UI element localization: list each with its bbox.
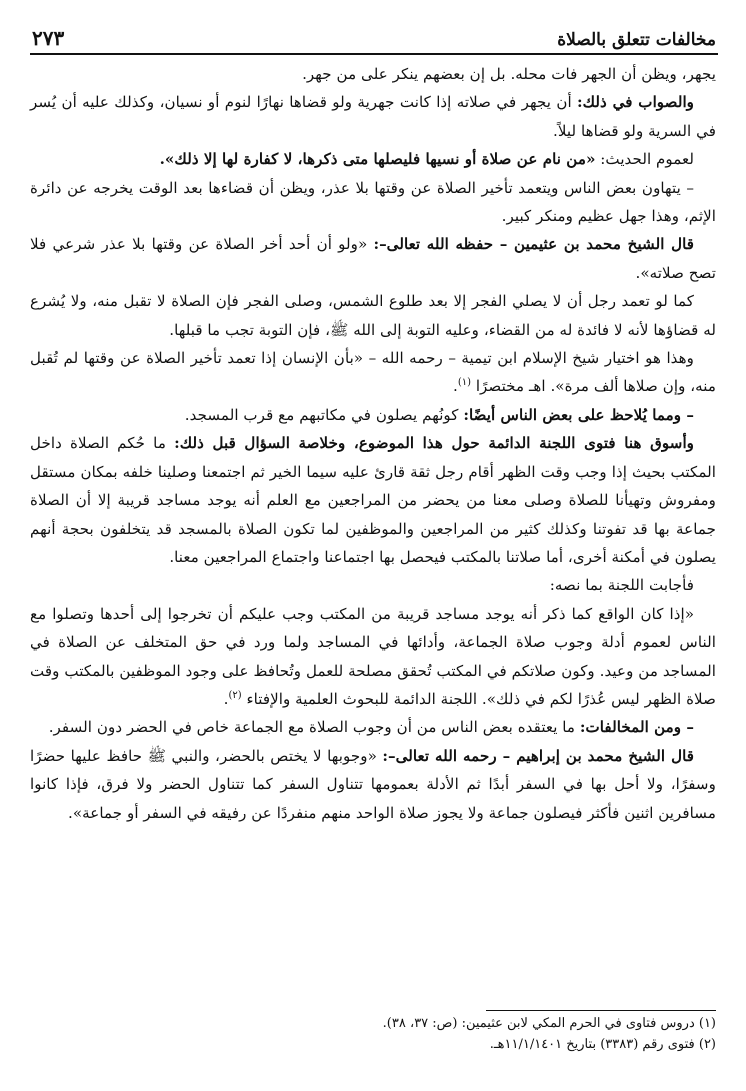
text-run: . <box>452 377 458 396</box>
text-run: أن يجهر في صلاته إذا كانت جهرية ولو قضاها نهارًا لنوم أو نسيان، وكذلك عليه أن يُسر في السرية ولو قضاها ليلاً. <box>30 93 716 140</box>
text-run: لعموم الحديث: <box>595 150 694 169</box>
footnote-marker: (٢) <box>228 689 242 701</box>
page-header <box>32 22 716 50</box>
paragraph <box>30 230 716 287</box>
text-run: «إذا كان الواقع كما ذكر أنه يوجد مساجد قريبة من المكتب وجب عليكم أن تخرجوا إلى أحدها وتصلوا مع الناس لعموم أدلة وجوب صلاة الجماعة، وأدائها في المساجد ولما ورد في حق المتخلف عن الصلاة في المساجد من وعيد. وكون صلاتكم في المكتب تُحقق مصلحة للعمل وتُحافظ على وجود الموظفين بالمكتب وقت صلاة الظهر ليس عُذرًا لكم في ذلك». اللجنة الدائمة للبحوث العلمية والإفتاء <box>30 604 716 708</box>
running-title: مخالفات تتعلق بالصلاة <box>557 30 716 50</box>
bold-text: – ومما يُلاحظ على بعض الناس أيضًا: <box>463 405 694 424</box>
bold-text: – ومن المخالفات: <box>579 718 694 737</box>
header-divider <box>30 53 718 55</box>
paragraph <box>30 60 716 88</box>
text-run: . <box>223 689 229 708</box>
paragraph <box>30 287 716 344</box>
body-text <box>30 60 716 827</box>
text-run: فأجابت اللجنة بما نصه: <box>549 576 694 595</box>
text-run: ما حُكم الصلاة داخل المكتب بحيث إذا وجب وقت الظهر أقام رجل ثقة قارئ عليه سيما الخير ثم اجتمعنا وصلينا خلفه بمكان مستقل ومفروش وتهيأنا للصلاة وصلى معنا من يحضر من المراجعين مع العلم أنه يوجد مساجد قريبة إلا أن الصلاة جماعة بها قد تفوتنا وكذلك كثير من المراجعين والموظفين لما تكون الصلاة بالمسجد قد يتخلفون بحجة أنهم يصلون في أمكنة أخرى، أما صلاتنا بالمكتب فيحصل بها اجتماعنا واجتماع المراجعين معنا. <box>30 434 716 566</box>
paragraph <box>30 344 716 401</box>
bold-text: قال الشيخ محمد بن عثيمين – حفظه الله تعالى–: <box>373 235 694 254</box>
paragraph <box>30 88 716 145</box>
footnotes <box>30 1013 716 1055</box>
paragraph <box>30 713 716 741</box>
footnote: (٢) فتوى رقم (٣٣٨٣) بتاريخ ١١/١/١٤٠١هـ. <box>489 1037 716 1052</box>
text-run: كونُهم يصلون في مكاتبهم مع قرب المسجد. <box>184 405 464 424</box>
footnote-divider <box>486 1010 716 1011</box>
text-run: «وجوبها لا يختص بالحضر، والنبي ﷺ حافظ عليها حضرًا وسفرًا، ولا أحل بها في السفر أبدًا ثم الأدلة بعمومها تتناول السفر كما تتناول الحضر ولا فرق، فإذا كانوا مسافرين اثنين فأكثر فيصلون جماعة ولا يجوز صلاة الواحد منهم منفردًا عن رفيقه في السفر أو جماعة». <box>30 746 716 822</box>
bold-text: والصواب في ذلك: <box>577 93 694 112</box>
text-run: يجهر، ويظن أن الجهر فات محله. بل إن بعضهم ينكر على من جهر. <box>302 65 716 83</box>
paragraph <box>30 429 716 571</box>
paragraph <box>30 401 716 429</box>
bold-text: «من نام عن صلاة أو نسيها فليصلها متى ذكرها، لا كفارة لها إلا ذلك». <box>159 150 596 169</box>
text-run: كما لو تعمد رجل أن لا يصلي الفجر إلا بعد طلوع الشمس، وصلى الفجر فإن الصلاة لا تقبل منه، ولا يُشرع له قضاؤها لأنه لا فائدة له من القضاء، وعليه التوبة إلى الله ﷺ، فإن التوبة تجب ما قبلها. <box>30 292 716 339</box>
text-run: وهذا هو اختيار شيخ الإسلام ابن تيمية – رحمه الله – «بأن الإنسان إذا تعمد تأخير الصلاة عن وقتها لم تُقبل منه، وإن صلاها ألف مرة». اهـ مختصرًا <box>30 349 716 396</box>
paragraph <box>30 145 716 173</box>
paragraph <box>30 600 716 714</box>
text-run: «ولو أن أحد أخر الصلاة عن وقتها بلا عذر شرعي فلا تصح صلاته». <box>30 235 716 282</box>
footnote-marker: (١) <box>457 377 471 389</box>
paragraph <box>30 742 716 827</box>
footnote: (١) دروس فتاوى في الحرم المكي لابن عثيمين: (ص: ٣٧، ٣٨). <box>382 1016 716 1031</box>
text-run: – يتهاون بعض الناس ويتعمد تأخير الصلاة عن وقتها بلا عذر، ويظن أن قضاءها بعد الوقت يخرجه عن دائرة الإثم، وهذا جهل عظيم ومنكر كبير. <box>30 178 716 226</box>
paragraph <box>30 571 716 599</box>
bold-text: قال الشيخ محمد بن إبراهيم – رحمه الله تعالى–: <box>382 746 694 765</box>
text-run: ما يعتقده بعض الناس من أن وجوب الصلاة مع الجماعة خاص في الحضر دون السفر. <box>48 718 580 737</box>
page-number: ٢٧٣ <box>32 26 65 50</box>
bold-text: وأسوق هنا فتوى اللجنة الدائمة حول هذا الموضوع، وخلاصة السؤال قبل ذلك: <box>174 434 694 453</box>
paragraph <box>30 174 716 231</box>
